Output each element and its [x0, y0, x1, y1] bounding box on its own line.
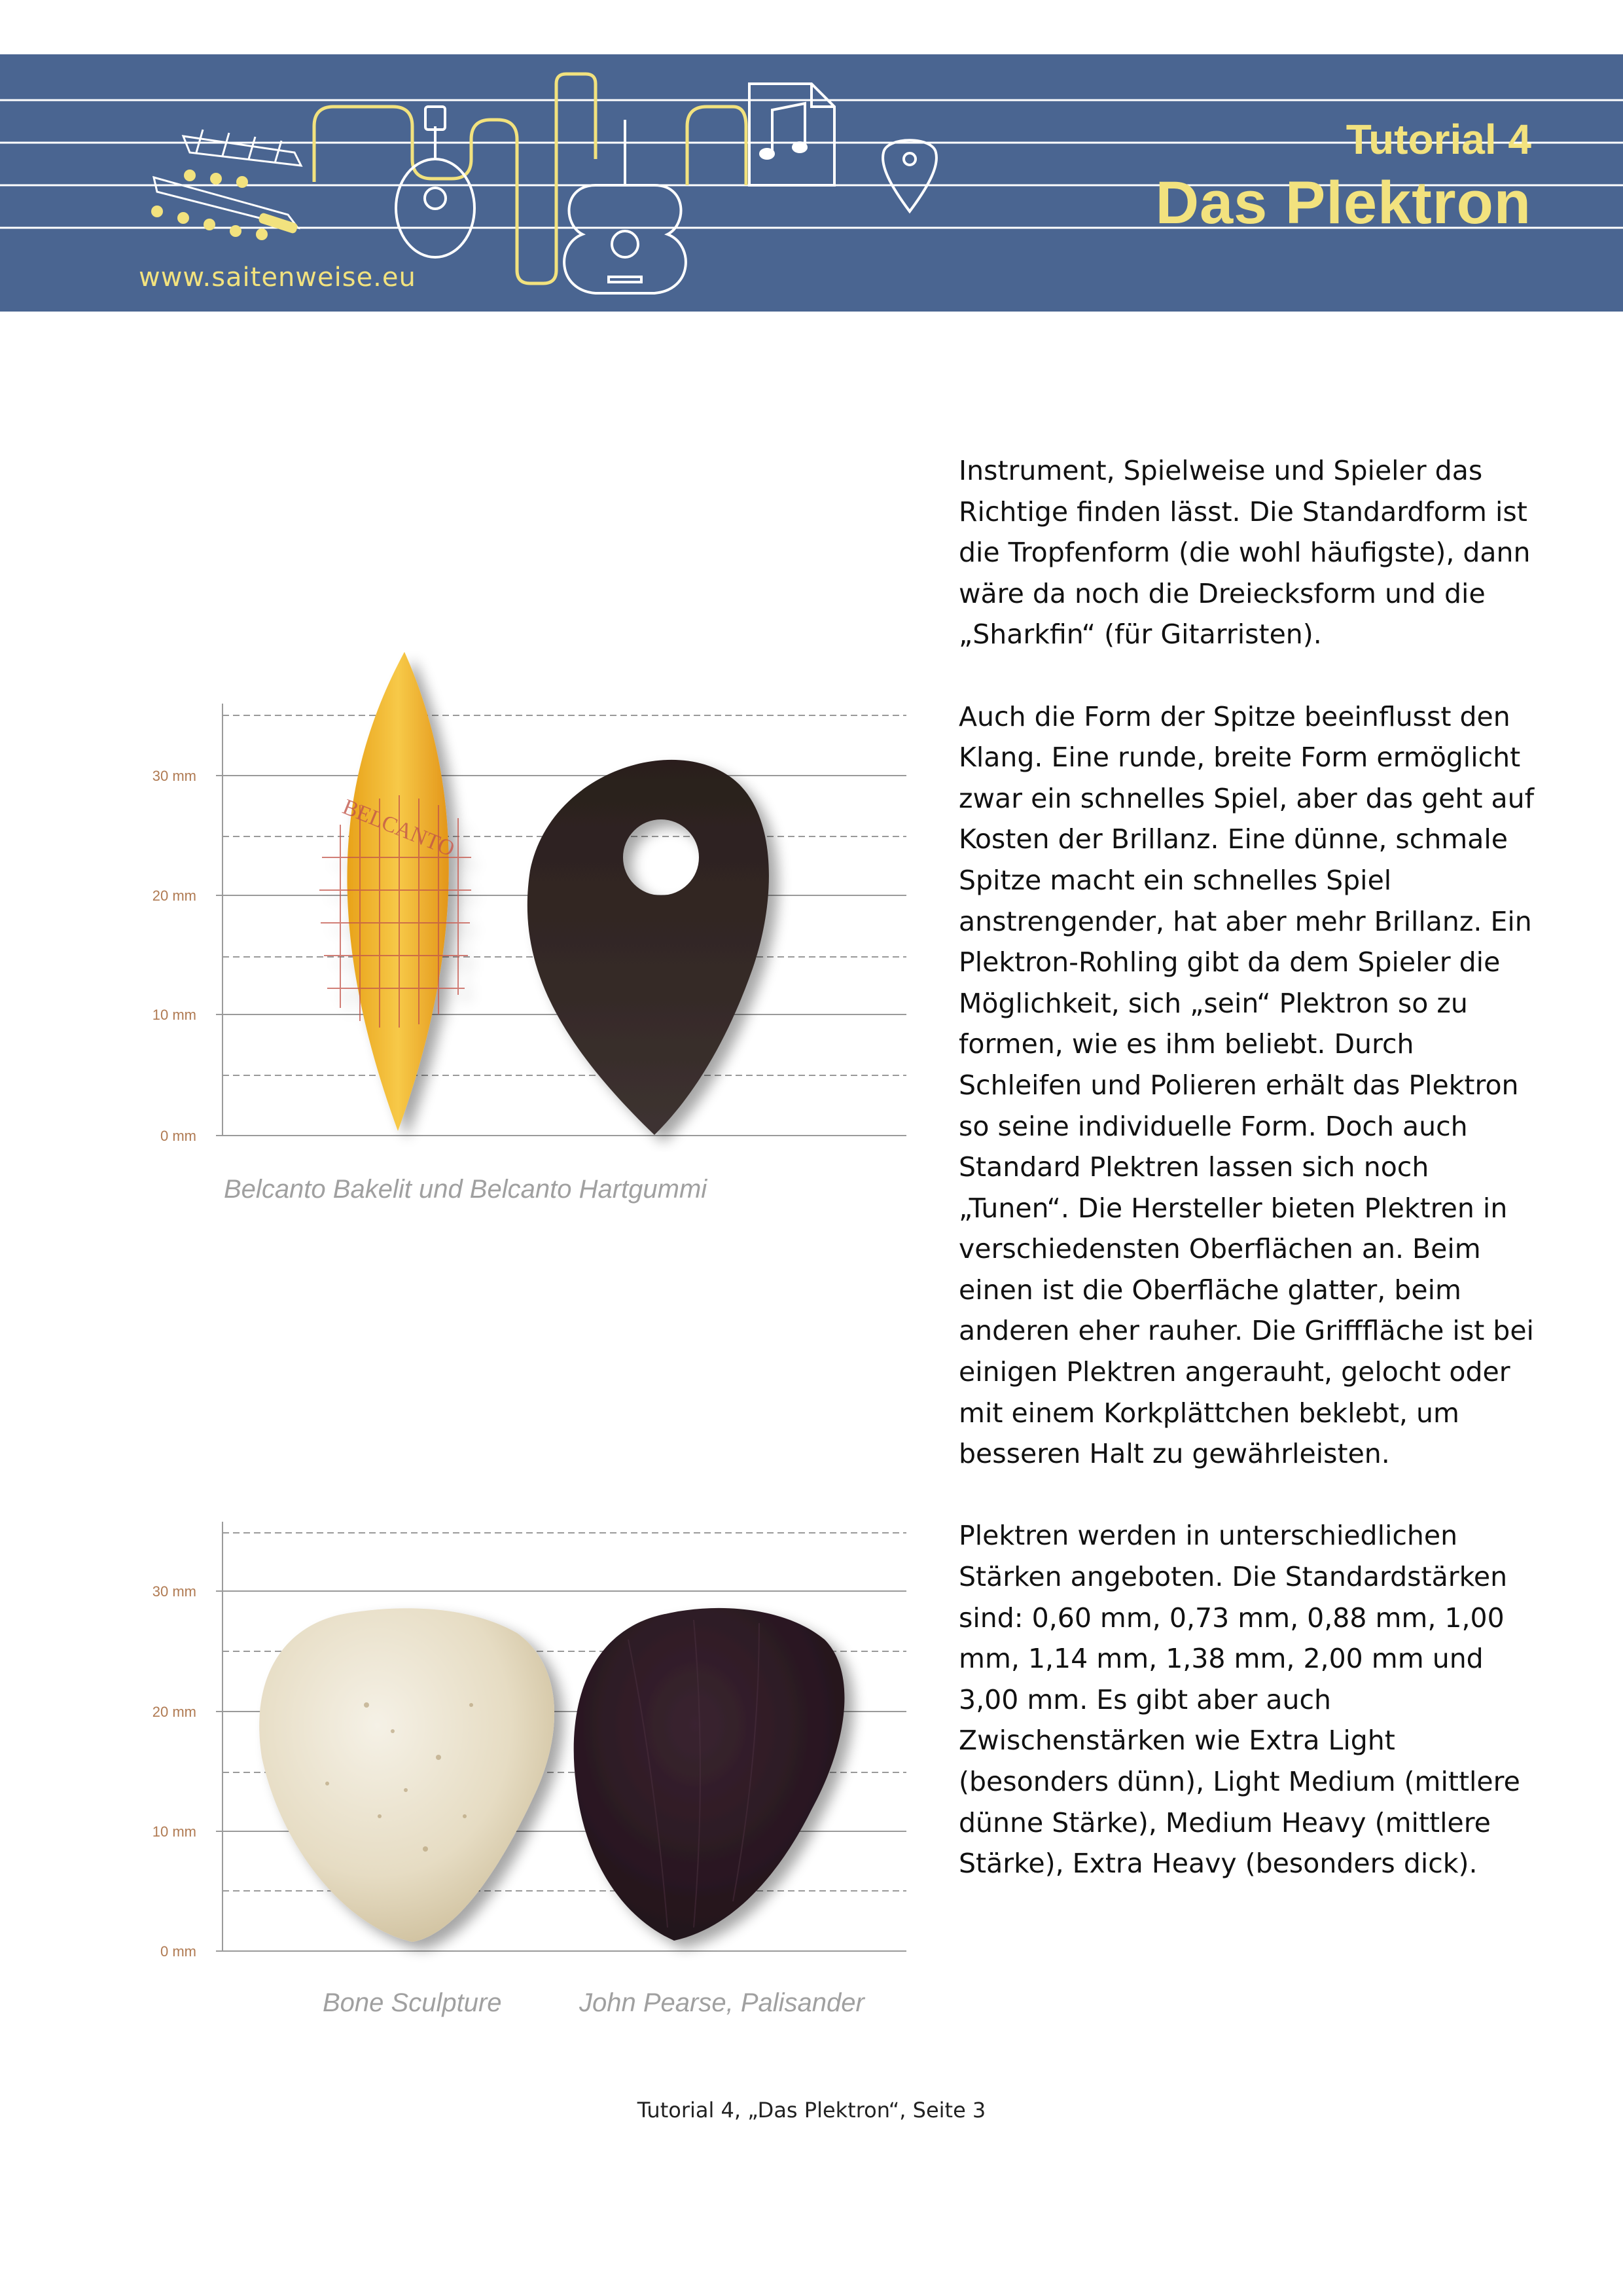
figure-bone-palisander-picks — [131, 1509, 929, 1967]
figure-belcanto-picks — [131, 641, 929, 1152]
mandolin-icon — [396, 107, 474, 257]
scale2-label-20: 20 mm — [152, 1704, 196, 1720]
figure2-caption-right: John Pearse, Palisander — [579, 1988, 865, 2017]
scale-label-10: 10 mm — [152, 1007, 196, 1023]
belcanto-hartgummi-pick — [527, 760, 769, 1135]
paragraph-tip: Auch die Form der Spitze beeinflusst den Klang. Eine runde, breite Form ermöglicht zwar ein schnelles Spiel, aber das geht auf Kosten der Brillanz. Eine dünne, schmale Spitze macht ein schnelles Spiel anstrengender, hat aber mehr Brillanz. Ein Plektron-Rohling gibt da dem Spieler die Möglichkeit, sich „sein“ Plektron so zu formen, wie es ihm beliebt. Durch Schleifen und Polieren erhält das Plektron so seine individuelle Form. Doch auch Standard Plektren lassen sich noch „Tunen“. Die Hersteller bieten Plektren in verschiedensten Oberflächen an. Beim einen ist die Oberfläche glatter, beim anderen eher rauher. Die Grifffläche ist bei einigen Plektren angerauht, gelocht oder mit einem Korkplättchen beklebt, um besseren Halt zu gewährleisten. — [959, 700, 1535, 1470]
scale-label-20: 20 mm — [152, 888, 196, 904]
sheet-music-icon — [749, 84, 834, 185]
scale2-label-30: 30 mm — [152, 1583, 196, 1600]
yellow-strings — [314, 74, 746, 283]
guitar-icon — [564, 120, 686, 293]
tutorial-number: Tutorial 4 — [1346, 116, 1531, 163]
scale-label-0: 0 mm — [160, 1128, 196, 1144]
scale2-label-0: 0 mm — [160, 1943, 196, 1960]
bone-sculpture-pick — [259, 1608, 554, 1942]
paragraph-shapes: Instrument, Spielweise und Spieler das Richtige finden lässt. Die Standardform ist die Tropfenform (die wohl häufigste), dann wäre da noch die Dreiecksform und die „Sharkfin“ (für Gitarristen). — [959, 455, 1531, 651]
belcanto-bakelit-pick — [319, 652, 471, 1131]
body-text-column — [959, 450, 1541, 1884]
scale-label-30: 30 mm — [152, 768, 196, 784]
pick-imprint-text: BELCANTO — [339, 795, 458, 862]
figure1-caption: Belcanto Bakelit und Belcanto Hartgummi — [224, 1175, 707, 1204]
figure2-caption-left: Bone Sculpture — [323, 1988, 502, 2017]
page-title: Das Plektron — [1155, 170, 1531, 236]
plectrum-icon — [883, 140, 936, 211]
header-banner — [0, 54, 1623, 312]
scale2-label-10: 10 mm — [152, 1823, 196, 1840]
website-link[interactable]: www.saitenweise.eu — [139, 262, 416, 293]
paragraph-thickness: Plektren werden in unterschiedlichen Stärken angeboten. Die Standardstärken sind: 0,60 mm, 0,73 mm, 0,88 mm, 1,00 mm, 1,14 mm, 1,38 mm, 2,00 mm und 3,00 mm. Es gibt aber auch Zwischenstärken wie Extra Light (besonders dünn), Light Medium (mittlere dünne Stärke), Medium Heavy (mittlere Stärke), Extra Heavy (besonders dick). — [959, 1520, 1520, 1880]
page-footer: Tutorial 4, „Das Plektron“, Seite 3 — [637, 2098, 986, 2123]
